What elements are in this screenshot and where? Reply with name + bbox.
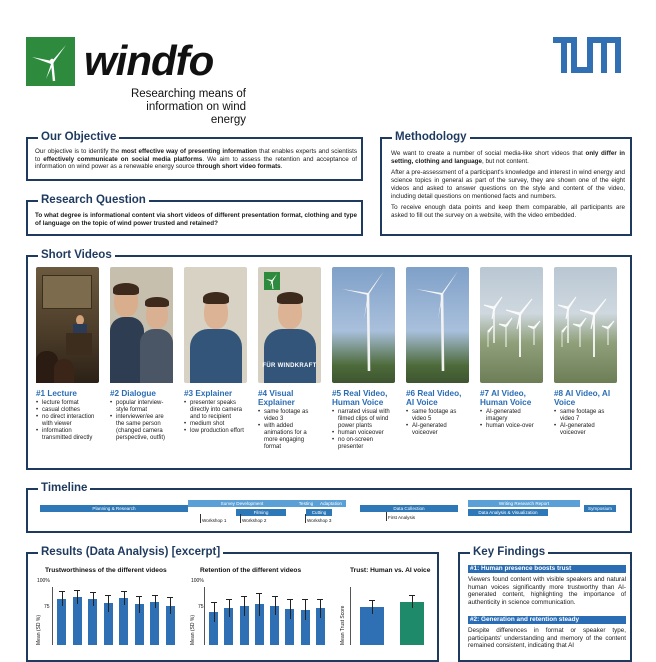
video-bullets: • presenter speaks directly into camera and to recipient • medium shot • low production effort [184,400,247,435]
timeline-bar-adaptation: Adaptation [316,500,346,507]
video-overlay-text: FÜR WINDKRAFT [262,363,317,369]
video-card-3 [184,267,247,435]
error-bar [320,599,321,619]
video-title: #6 Real Video, AI Voice [406,389,462,407]
y-tick-label: 75 [198,604,204,610]
error-bar-cap [152,595,158,596]
research-question-text: To what degree is informational content via short videos of different presentation format, clothing and type of language on the topic of wind power trusted and retained? [35,212,357,227]
video-thumbnail-visual-explainer[interactable] [258,267,321,383]
error-bar [244,596,245,616]
timeline-bar-planning: Planning & Research [40,505,188,512]
error-bar-cap [317,599,323,600]
error-bar [124,591,125,605]
finding-heading: #1: Human presence boosts trust [468,565,626,573]
wind-farm-image [554,267,617,383]
error-bar [259,593,260,616]
windfo-logo-text: windfo [84,37,214,84]
finding-text: Viewers found content with visible speakers and natural human voices significantly more trustworthy than AI-generated content, highlighting the importance of authenticity in science communication. [468,576,626,607]
short-videos-title: Short Videos [38,248,115,262]
video-card-1 [36,267,99,442]
video-bullets: • same footage as video 5 • AI-generated voiceover [406,409,469,437]
video-title: #2 Dialogue [110,389,156,398]
error-bar-cap [369,600,375,601]
video-thumbnail-explainer[interactable] [184,267,247,383]
video-title: #4 Visual Explainer [258,389,295,407]
error-bar [290,599,291,620]
video-card-6 [406,267,469,437]
video-bullets: • same footage as video 3 • with added animations for a more engaging format [258,409,321,451]
error-bar-cap [211,602,217,603]
video-thumbnail-dialogue[interactable] [110,267,173,383]
research-question-title: Research Question [38,193,149,207]
error-bar-cap [167,597,173,598]
timeline-bar-symposium: Symposium [584,505,616,512]
methodology-text [391,150,625,220]
video-thumbnail-ai-video-human-voice[interactable] [480,267,543,383]
methodology-title: Methodology [392,130,470,144]
chart-title: Retention of the different videos [200,567,302,574]
error-bar-cap [59,591,65,592]
timeline-marker-first-analysis: First Analysis [388,515,416,520]
finding-heading: #2: Generation and retention steady [468,616,626,624]
chart-bar [73,597,82,645]
video-title: #5 Real Video, Human Voice [332,389,388,407]
y-axis-line [52,587,53,645]
methodology-box [380,131,632,236]
chart-bar [88,599,97,645]
y-tick-label: 75 [44,604,50,610]
video-card-8 [554,267,617,437]
error-bar-cap [90,592,96,593]
windfo-logo-mark [26,37,75,86]
timeline-bar-data-collection: Data Collection [360,505,458,512]
research-question-box [26,194,363,236]
video-thumbnail-real-video-human-voice[interactable] [332,267,395,383]
key-findings-box [458,546,632,662]
error-bar [77,590,78,604]
finding-2 [468,616,626,650]
video-title: #8 AI Video, AI Voice [554,389,611,407]
error-bar-cap [302,599,308,600]
video-title: #3 Explainer [184,389,233,398]
wind-farm-image [480,267,543,383]
y-axis-label: Mean (SD %) [190,614,196,645]
error-bar-cap [136,596,142,597]
methodology-paragraph-1: We want to create a number of social media-like short videos that only differ in setting, clothing and language, but not content. [391,150,625,165]
video-bullets: • lecture format • casual clothes • no direct interaction with viewer • information transmitted directly [36,400,99,442]
error-bar [62,591,63,606]
timeline-marker-workshop-1: Workshop 1 [202,518,227,523]
timeline-bar-cutting: Cutting [306,509,332,516]
error-bar [229,599,230,618]
error-bar [275,596,276,616]
timeline-bar-survey: Survey Development [188,500,296,507]
error-bar-cap [105,595,111,596]
y-axis-label: Mean Trust Score [340,605,346,645]
error-bar [155,595,156,609]
objective-box [26,131,363,181]
video-title: #1 Lecture [36,389,77,398]
video-bullets: • popular interview-style format • interviewer/ee are the same person (changed camera perspective, outfit) [110,400,173,442]
video-thumbnail-lecture[interactable] [36,267,99,383]
wind-turbine-icon [264,272,280,290]
video-bullets: • same footage as video 7 • AI-generated voiceover [554,409,617,437]
video-thumbnail-real-video-ai-voice[interactable] [406,267,469,383]
objective-text: Our objective is to identify the most effective way of presenting information that enables experts and scientists to effectively communicate on social media platforms. We aim to assess the retention and acceptance of information on wind power as a renewable energy source through short video formats. [35,148,357,171]
tagline: Researching means of information on wind energy [130,88,246,126]
video-title: #7 AI Video, Human Voice [480,389,532,407]
y-axis-label: Mean (SD %) [36,614,42,645]
timeline-bar-filming: Filming [236,509,286,516]
error-bar-cap [121,591,127,592]
video-card-7 [480,267,543,430]
error-bar-cap [272,596,278,597]
error-bar [108,595,109,612]
timeline-bar-testing: Testing [296,500,316,507]
chart-title: Trust: Human vs. AI voice [350,567,431,574]
error-bar [93,592,94,606]
finding-text: Despite differences in format or speaker type, participants' understanding and memory of the content remained consistent, indicating that AI [468,627,626,650]
timeline-bar-analysis: Data Analysis & Visualization [468,509,548,516]
objective-title: Our Objective [38,130,119,144]
wind-turbine-icon [26,37,75,86]
error-bar-cap [256,593,262,594]
error-bar-cap [287,599,293,600]
video-card-2 [110,267,173,442]
results-title: Results (Data Analysis) [excerpt] [38,545,223,559]
timeline-title: Timeline [38,481,90,495]
error-bar [305,599,306,620]
timeline-bar-writing: Writing Research Report [468,500,580,507]
wind-turbine-photo [332,267,395,383]
error-bar [214,602,215,623]
video-card-5 [332,267,395,451]
y-tick-label: 100% [37,578,50,584]
error-bar-cap [226,599,232,600]
chart-title: Trustworthiness of the different videos [45,567,167,574]
video-thumbnail-ai-video-ai-voice[interactable] [554,267,617,383]
error-bar [170,597,171,613]
methodology-paragraph-2: After a pre-assessment of a participant's knowledge and interest in wind energy and science topics in general as part of the survey, they are shown one of the eight videos and asked to answer questions on the style and content of the video, including detail questions on mentioned facts and numbers. [391,169,625,200]
video-card-4 [258,267,321,451]
error-bar [372,600,373,614]
error-bar-cap [241,596,247,597]
methodology-paragraph-3: To receive enough data points and keep them comparable, all participants are asked to fill out the survey on a website, with the video embedded. [391,204,625,219]
tum-logo [553,37,621,73]
error-bar [412,595,413,609]
finding-1 [468,565,626,607]
key-findings-title: Key Findings [470,545,548,559]
video-bullets: • narrated visual with filmed clips of wind power plants • human voiceover • no on-screen presenter [332,409,395,451]
timeline-marker-workshop-2: Workshop 2 [242,518,267,523]
error-bar [139,596,140,612]
y-tick-label: 100% [191,578,204,584]
video-bullets: • AI-generated imagery • human voice-over [480,409,543,430]
y-axis-line [350,587,351,645]
y-axis-line [204,587,205,645]
error-bar-cap [74,590,80,591]
chart-bar [119,598,128,645]
timeline-marker-workshop-3: Workshop 3 [307,518,332,523]
error-bar-cap [409,595,415,596]
wind-turbine-photo [406,267,469,383]
